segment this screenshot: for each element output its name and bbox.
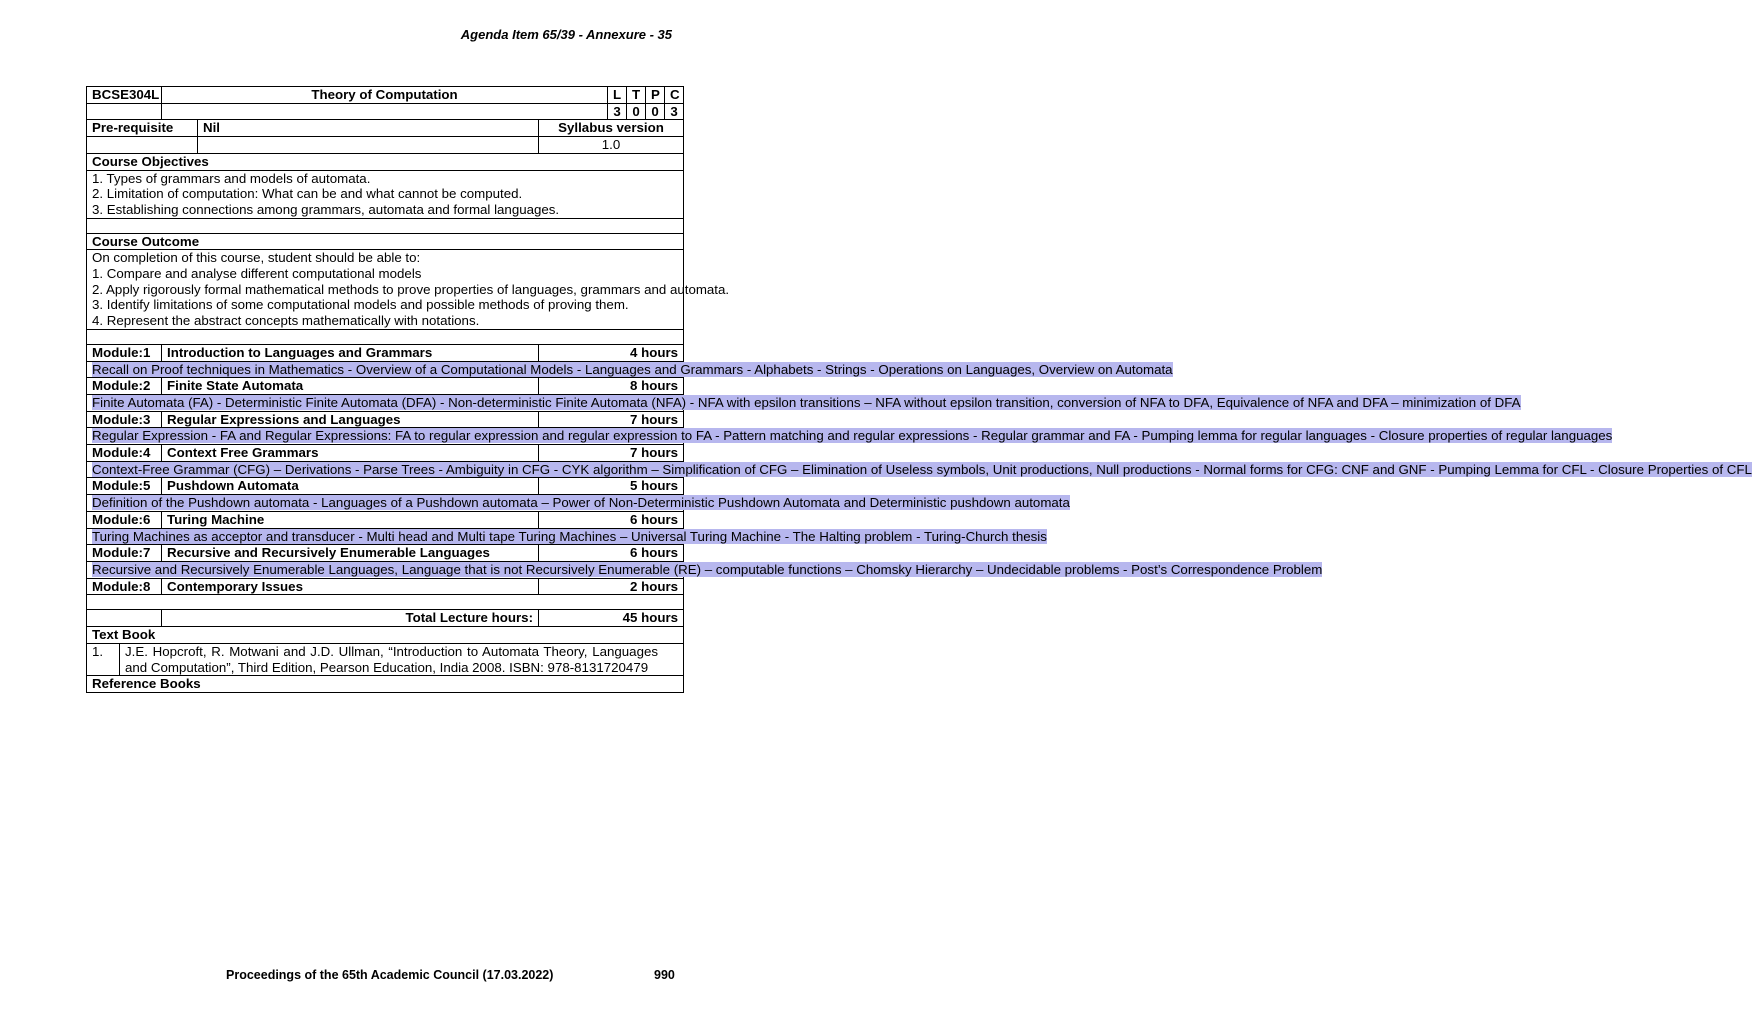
outcome-item: 1. Compare and analyse different computational models — [92, 266, 422, 282]
module-content-text: Finite Automata (FA) - Deterministic Finite Automata (DFA) - Non-deterministic Finite Automata (NFA) - NFA with epsilon transitions – NFA without epsilon transition, conversion of NFA to DFA, Equivalence of NFA and DFA – minimization of DFA — [92, 394, 1521, 410]
objective-item: 3. Establishing connections among grammars, automata and formal languages. — [92, 201, 560, 217]
textbook-item — [87, 643, 684, 675]
module-content-row — [87, 561, 684, 578]
module-content-row — [87, 528, 684, 545]
ltpc-value-c: 3 — [665, 103, 684, 120]
objectives-body-row — [87, 170, 684, 218]
prereq-value: Nil — [198, 120, 539, 137]
module-content-row — [87, 361, 684, 378]
module-title: Regular Expressions and Languages — [162, 411, 539, 428]
module-content-text: Turing Machines as acceptor and transducer - Multi head and Multi tape Turing Machines – Universal Turing Machine - The Halting problem - Turing-Church thesis — [92, 528, 1047, 544]
module-content — [87, 361, 1173, 378]
references-heading-row — [87, 676, 684, 693]
module-header-row — [87, 411, 684, 428]
spacer-row — [87, 218, 684, 233]
syllabus-version-label: Syllabus version — [539, 120, 684, 137]
module-content-row — [87, 394, 684, 411]
ltpc-values-row — [87, 103, 684, 120]
prereq-row — [87, 120, 684, 137]
module-label: Module:6 — [87, 511, 162, 528]
module-hours: 4 hours — [539, 344, 684, 361]
objective-item: 2. Limitation of computation: What can be and what cannot be computed. — [92, 186, 523, 202]
course-title: Theory of Computation — [162, 87, 608, 104]
total-value: 45 hours — [539, 610, 684, 627]
module-label: Module:3 — [87, 411, 162, 428]
module-header-row — [87, 344, 684, 361]
objectives-heading-row — [87, 153, 684, 170]
module-hours: 6 hours — [539, 511, 684, 528]
objectives-heading: Course Objectives — [87, 153, 684, 170]
module-content-row — [87, 461, 684, 478]
module-content-row — [87, 428, 684, 445]
module-content — [87, 495, 1070, 512]
empty-cell — [87, 137, 198, 154]
module-content-text: Regular Expression - FA and Regular Expressions: FA to regular expression and regular expression to FA - Pattern matching and regular expressions - Regular grammar and FA - Pumping lemma for regular languages - Closure properties of regular languages — [92, 428, 1613, 444]
total-row — [87, 610, 684, 627]
ltpc-value-t: 0 — [627, 103, 646, 120]
syllabus-version-value: 1.0 — [539, 137, 684, 154]
module-content-row — [87, 495, 684, 512]
module-content-text: Context-Free Grammar (CFG) – Derivations - Parse Trees - Ambiguity in CFG - CYK algorithm – Simplification of CFG – Elimination of Useless symbols, Unit productions, Null productions - Normal forms for CFG: CNF and GNF - Pumping Lemma for CFL - Closure Properties of CFL — [92, 461, 1752, 477]
module-title: Introduction to Languages and Grammars — [162, 344, 539, 361]
empty-cell — [198, 137, 539, 154]
empty-cell — [87, 610, 162, 627]
module-content — [87, 528, 1047, 545]
outcome-intro: On completion of this course, student should be able to: — [92, 250, 421, 266]
agenda-header: Agenda Item 65/39 - Annexure - 35 — [460, 27, 672, 42]
empty-cell — [162, 103, 608, 120]
textbook-item-number: 1. — [87, 644, 120, 675]
module-title: Finite State Automata — [162, 378, 539, 395]
outcome-body-row — [87, 250, 684, 330]
module-title: Context Free Grammars — [162, 445, 539, 462]
module-label: Module:4 — [87, 445, 162, 462]
textbook-item-row — [87, 643, 684, 675]
module-hours: 5 hours — [539, 478, 684, 495]
empty-cell — [87, 103, 162, 120]
outcome-heading-row — [87, 233, 684, 250]
module-hours: 2 hours — [539, 578, 684, 595]
outcome-item: 4. Represent the abstract concepts mathematically with notations. — [92, 313, 480, 329]
module-content-row — [87, 595, 684, 610]
module-hours: 6 hours — [539, 545, 684, 562]
module-content-text: Recursive and Recursively Enumerable Languages, Language that is not Recursively Enumerable (RE) – computable functions – Chomsky Hierarchy – Undecidable problems - Post’s Correspondence Problem — [92, 561, 1323, 577]
syllabus-table — [86, 86, 1752, 693]
module-title: Recursive and Recursively Enumerable Languages — [162, 545, 539, 562]
ltpc-value-l: 3 — [608, 103, 627, 120]
empty-cell — [87, 329, 684, 344]
objectives-list — [87, 170, 684, 218]
ltpc-label-t: T — [627, 87, 646, 104]
textbook-heading: Text Book — [87, 627, 684, 644]
outcome-item: 2. Apply rigorously formal mathematical methods to prove properties of languages, grammars and automata. — [92, 281, 730, 297]
module-title: Pushdown Automata — [162, 478, 539, 495]
module-label: Module:1 — [87, 344, 162, 361]
module-title: Turing Machine — [162, 511, 539, 528]
ltpc-value-p: 0 — [646, 103, 665, 120]
textbook-item-text: J.E. Hopcroft, R. Motwani and J.D. Ullman, “Introduction to Automata Theory, Languages and Computation”, Third Edition, Pearson Education, India 2008. ISBN: 978-8131720479 — [125, 643, 659, 675]
module-content — [87, 461, 1752, 478]
module-header-row — [87, 545, 684, 562]
outcome-item: 3. Identify limitations of some computational models and possible methods of proving them. — [92, 297, 629, 313]
module-hours: 8 hours — [539, 378, 684, 395]
module-label: Module:7 — [87, 545, 162, 562]
module-header-row — [87, 578, 684, 595]
total-label: Total Lecture hours: — [162, 610, 539, 627]
references-heading: Reference Books — [87, 676, 684, 693]
ltpc-label-l: L — [608, 87, 627, 104]
module-label: Module:2 — [87, 378, 162, 395]
module-label: Module:8 — [87, 578, 162, 595]
footer-proceedings: Proceedings of the 65th Academic Council (17.03.2022) — [226, 968, 554, 982]
module-content — [87, 428, 1613, 445]
module-hours: 7 hours — [539, 411, 684, 428]
course-code: BCSE304L — [87, 87, 162, 104]
module-hours: 7 hours — [539, 445, 684, 462]
module-header-row — [87, 378, 684, 395]
textbook-heading-row — [87, 627, 684, 644]
module-content — [87, 561, 1323, 578]
prereq-label: Pre-requisite — [87, 120, 198, 137]
empty-cell — [87, 218, 684, 233]
module-label: Module:5 — [87, 478, 162, 495]
ltpc-label-c: C — [665, 87, 684, 104]
textbook-item-table — [87, 644, 683, 675]
ltpc-label-p: P — [646, 87, 665, 104]
outcome-heading: Course Outcome — [87, 233, 684, 250]
syllabus-version-row — [87, 137, 684, 154]
course-title-row — [87, 87, 684, 104]
footer-page-number: 990 — [654, 968, 675, 982]
module-content-text: Definition of the Pushdown automata - Languages of a Pushdown automata – Power of Non-Deterministic Pushdown Automata and Deterministic pushdown automata — [92, 495, 1070, 511]
module-header-row — [87, 445, 684, 462]
module-content — [87, 595, 684, 610]
outcome-list — [87, 250, 730, 330]
spacer-row — [87, 329, 684, 344]
objective-item: 1. Types of grammars and models of automata. — [92, 170, 371, 186]
module-header-row — [87, 478, 684, 495]
module-content-text: Recall on Proof techniques in Mathematics - Overview of a Computational Models - Languages and Grammars - Alphabets - Strings - Operations on Languages, Overview on Automata — [92, 361, 1173, 377]
module-content — [87, 394, 1521, 411]
module-title: Contemporary Issues — [162, 578, 539, 595]
module-header-row — [87, 511, 684, 528]
